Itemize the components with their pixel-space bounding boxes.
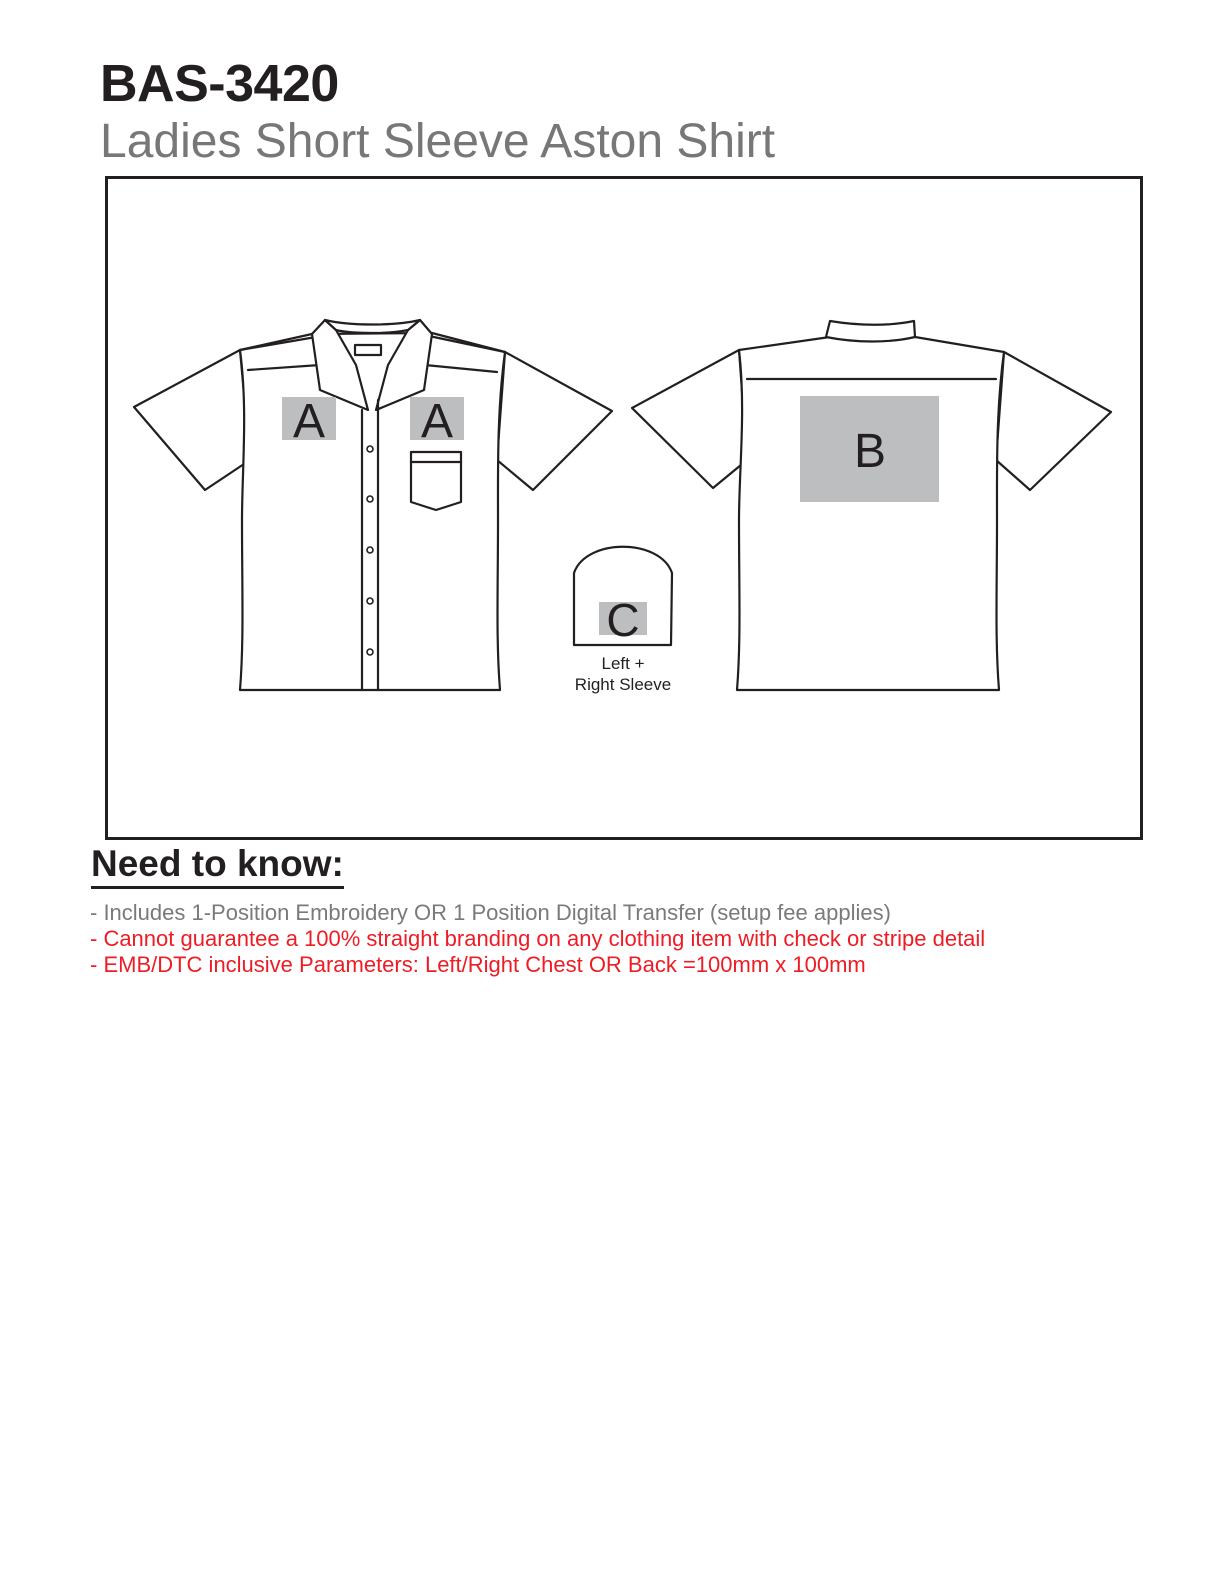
note-item-2: - Cannot guarantee a 100% straight branding on any clothing item with check or stripe detail (90, 926, 986, 951)
front-right-sleeve (497, 352, 612, 490)
zone-b-label: B (853, 425, 887, 478)
product-code: BAS-3420 (100, 55, 339, 113)
back-body (737, 337, 1004, 690)
button (367, 446, 373, 452)
front-left-sleeve (134, 350, 250, 490)
zone-a-left-label: A (292, 395, 326, 448)
button (367, 496, 373, 502)
note-item-3: - EMB/DTC inclusive Parameters: Left/Right Chest OR Back =100mm x 100mm (90, 952, 866, 977)
sleeve-caption-line1: Left + (601, 654, 645, 673)
zone-c-label: C (606, 594, 640, 646)
button (367, 547, 373, 553)
back-shirt-illustration (632, 321, 1111, 690)
front-shirt-illustration (134, 320, 612, 690)
button (367, 649, 373, 655)
sleeve-caption-line2: Right Sleeve (574, 675, 672, 694)
back-left-sleeve (632, 350, 747, 488)
button (367, 598, 373, 604)
zone-a-right-label: A (420, 395, 454, 448)
back-collar (826, 321, 915, 342)
collar-label (355, 345, 381, 355)
front-collar-back (325, 320, 420, 333)
note-item-1: - Includes 1-Position Embroidery OR 1 Position Digital Transfer (setup fee applies) (90, 900, 891, 925)
notes-heading: Need to know: (91, 843, 344, 889)
back-right-sleeve (996, 352, 1111, 490)
front-pocket (411, 452, 461, 510)
front-body (240, 333, 505, 690)
product-name: Ladies Short Sleeve Aston Shirt (100, 115, 776, 168)
